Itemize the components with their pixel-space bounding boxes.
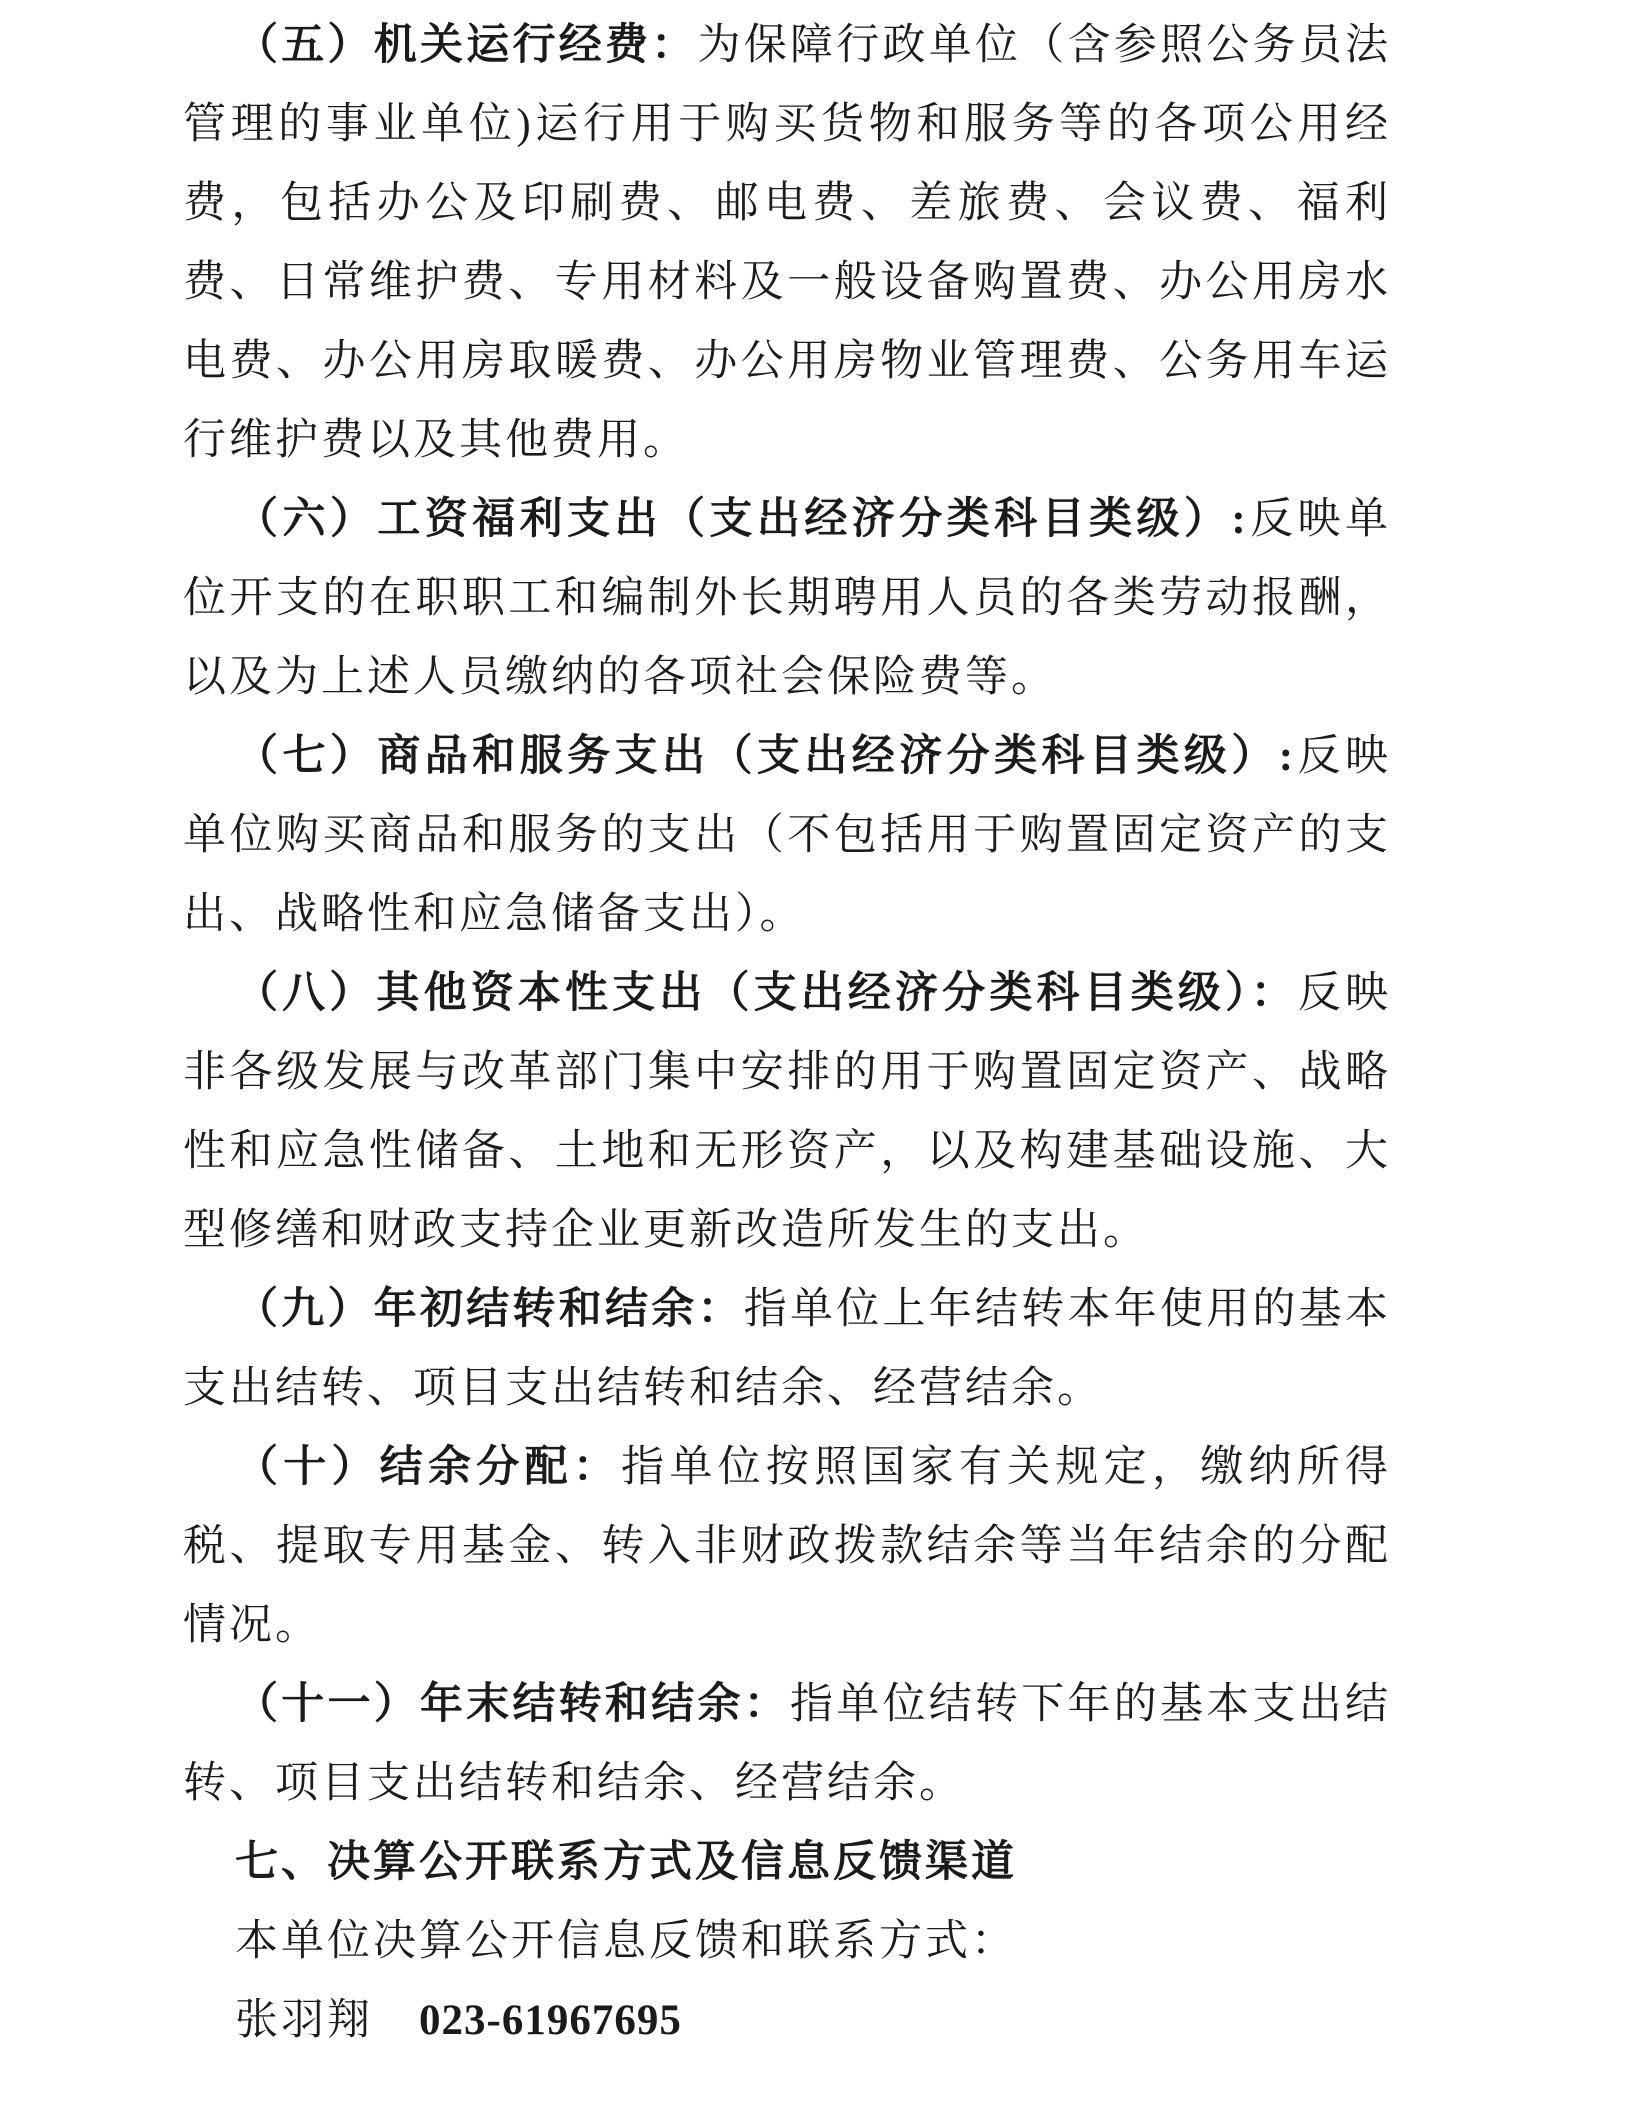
paragraph-item-10 [183,1428,1391,1665]
contact-intro: 本单位决算公开信息反馈和联系方式： [235,1918,1017,1965]
paragraph-item-8 [183,954,1391,1270]
paragraph-body: 为保障行政单位（含参照公务员法管理的事业单位)运行用于购买货物和服务等的各项公用经费，包括办公及印刷费、邮电费、差旅费、会议费、福利费、日常维护费、专用材料及一般设备购置费、办公用房水电费、办公用房取暖费、办公用房物业管理费、公务用车运行维护费以及其他费用。 [183,22,1391,464]
document-content [183,6,1391,2060]
paragraph-item-9 [183,1270,1391,1428]
paragraph-label: （十一）年末结转和结余： [235,1681,790,1728]
paragraph-item-11 [183,1665,1391,1823]
paragraph-body: 指单位按照国家有关规定，缴纳所得税、提取专用基金、转入非财政拨款结余等当年结余的分配情况。 [183,1444,1392,1649]
paragraph-label: （九）年初结转和结余： [235,1286,744,1333]
paragraph-label: （八）其他资本性支出（支出经济分类科目类级）： [235,970,1298,1017]
contact-phone: 023-61967695 [419,1997,682,2044]
paragraph-body: 指单位结转下年的基本支出结转、项目支出结转和结余、经营结余。 [183,1681,1391,1807]
paragraph-label: （五）机关运行经费： [235,22,698,69]
contact-name: 张羽翔 [235,1997,373,2044]
paragraph-body: 指单位上年结转本年使用的基本支出结转、项目支出结转和结余、经营结余。 [183,1286,1391,1412]
paragraph-label: （十）结余分配： [235,1444,622,1491]
paragraph-body: 反映非各级发展与改革部门集中安排的用于购置固定资产、战略性和应急性储备、土地和无形资产，以及构建基础设施、大型修缮和财政支持企业更新改造所发生的支出。 [183,970,1392,1254]
paragraph-item-5 [183,6,1391,480]
paragraph-body: 反映单位开支的在职职工和编制外长期聘用人员的各类劳动报酬，以及为上述人员缴纳的各项社会保险费等。 [183,496,1392,701]
paragraph-item-6 [183,480,1391,717]
paragraph-body: 反映单位购买商品和服务的支出（不包括用于购置固定资产的支出、战略性和应急储备支出）。 [183,733,1391,938]
section-heading: 七、决算公开联系方式及信息反馈渠道 [235,1839,1017,1886]
contact-line [183,1981,1391,2060]
paragraph-label: （七）商品和服务支出（支出经济分类科目类级）: [235,733,1297,780]
paragraph-label: （六）工资福利支出（支出经济分类科目类级）: [235,496,1249,543]
paragraph-item-7 [183,717,1391,954]
